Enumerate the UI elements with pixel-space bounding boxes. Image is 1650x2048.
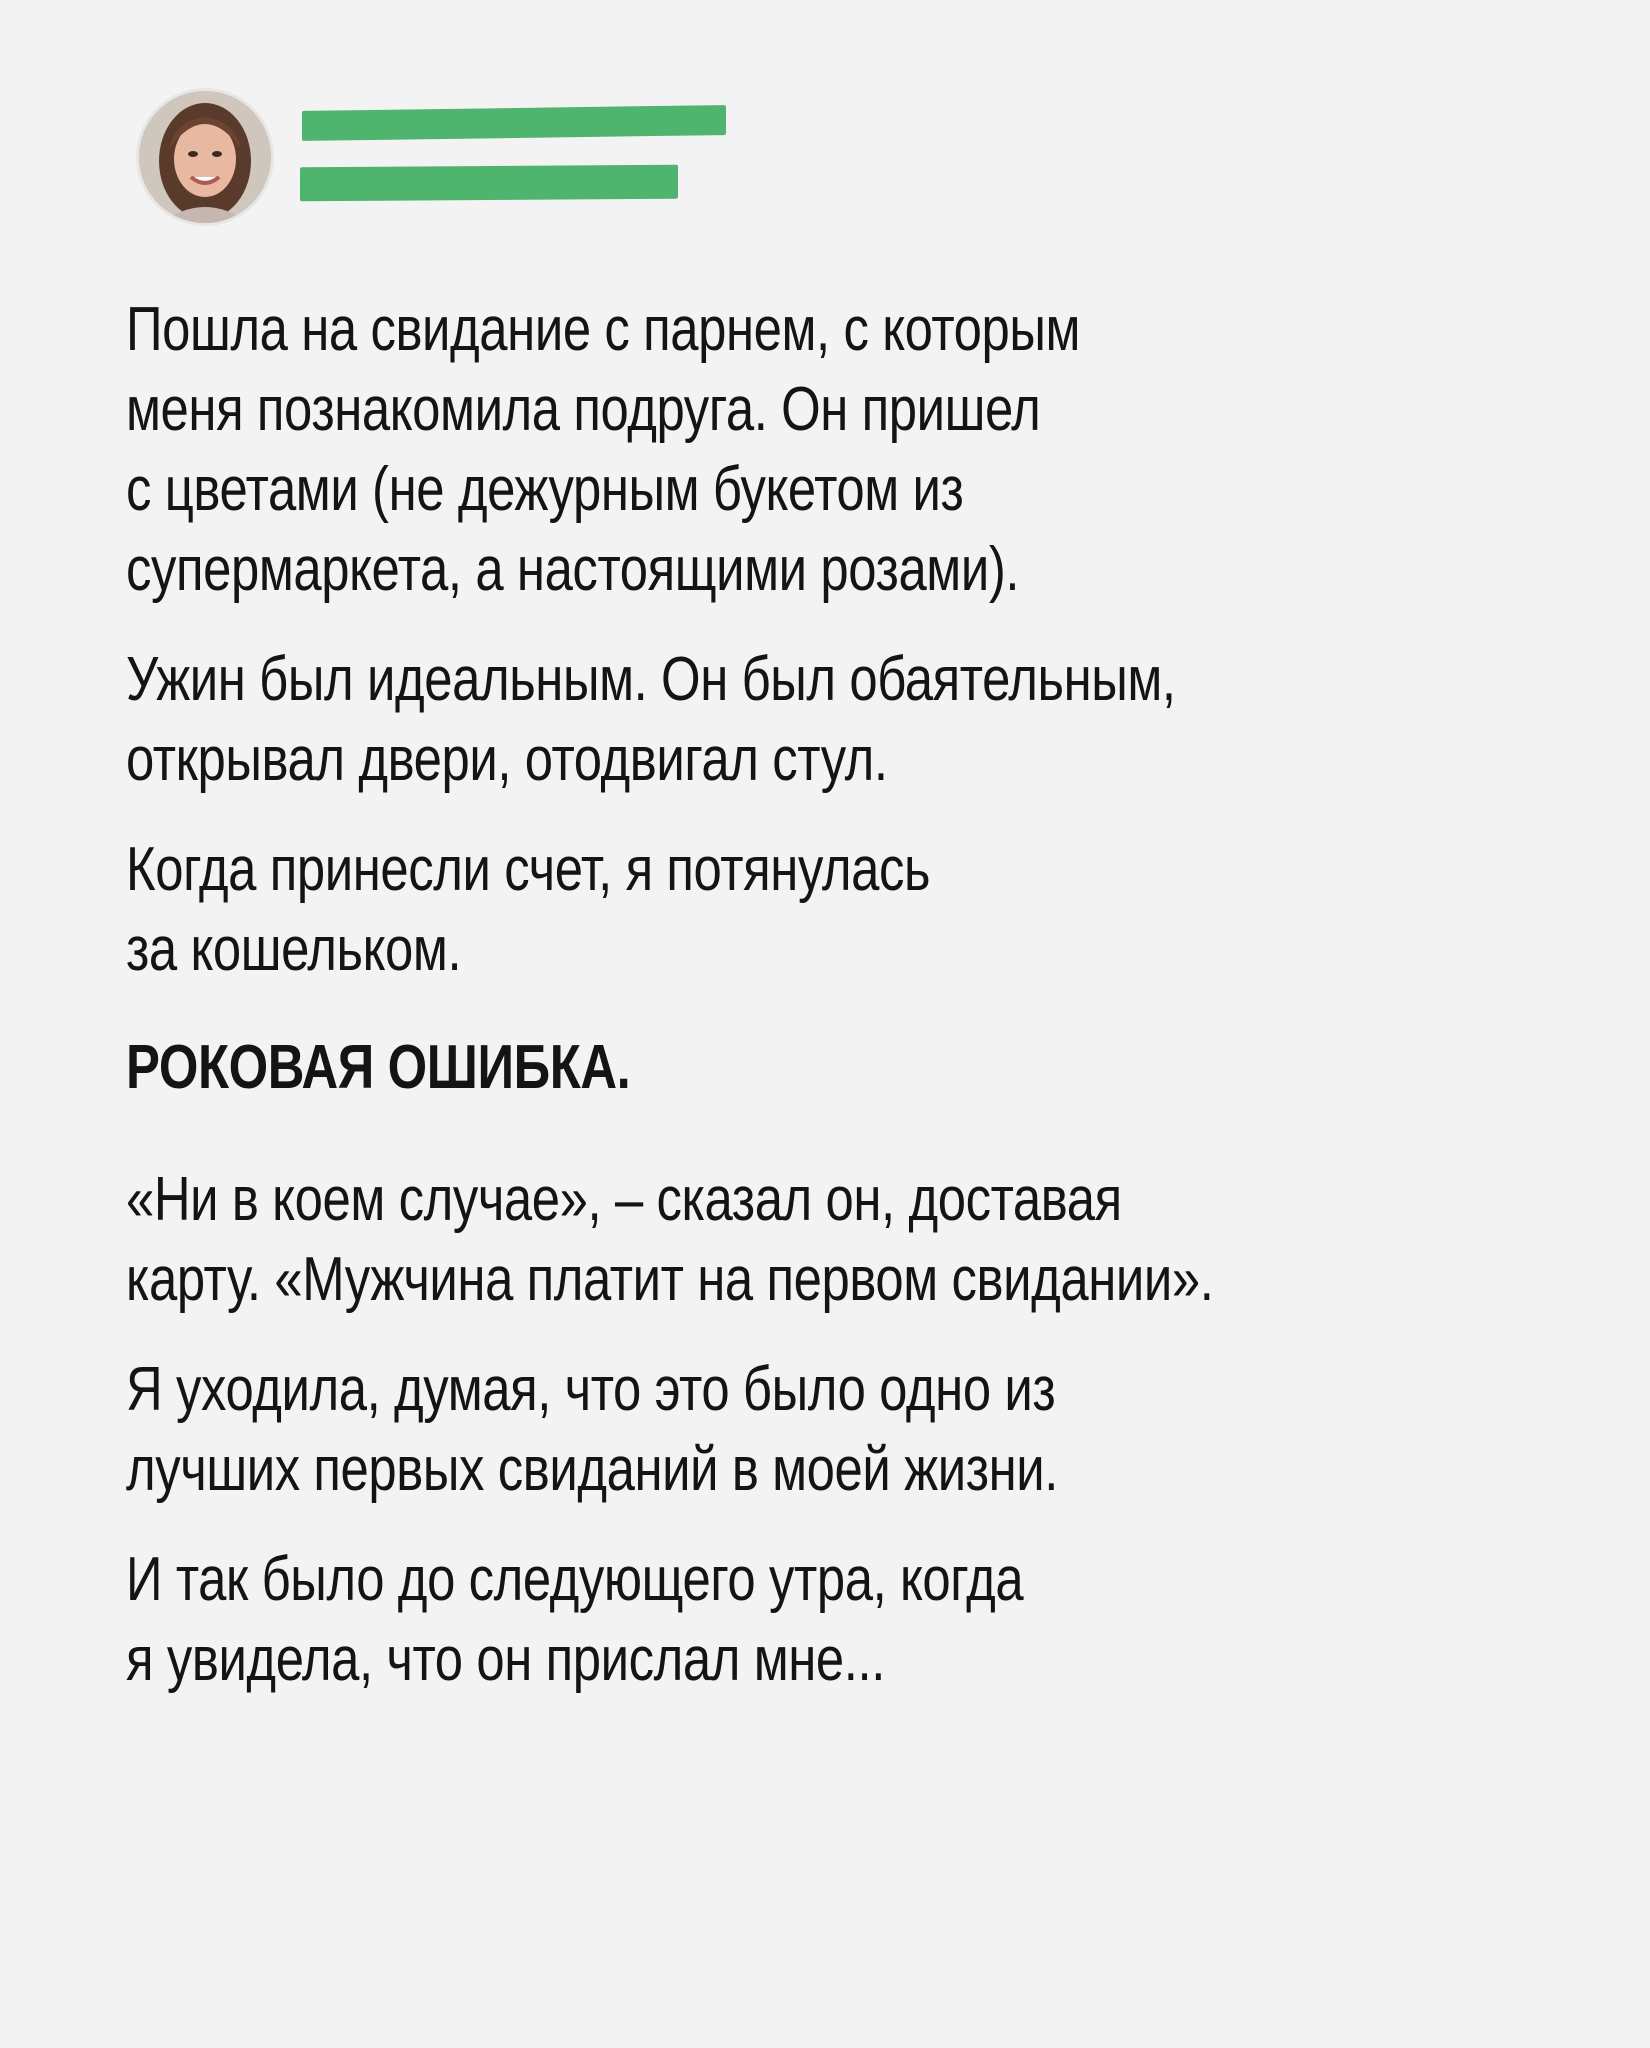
- post-body: [126, 290, 1323, 1730]
- paragraph-3: [126, 830, 1323, 990]
- text-line: РОКОВАЯ ОШИБКА.: [126, 1033, 631, 1102]
- text-line: И так было до следующего утра, когда: [126, 1545, 1024, 1614]
- paragraph-6: [126, 1350, 1323, 1510]
- text-line: я увидела, что он прислал мне...: [126, 1625, 885, 1694]
- redacted-username-bar: [302, 105, 726, 141]
- paragraph-2: [126, 640, 1323, 800]
- text-line: за кошельком.: [126, 915, 462, 984]
- text-line: «Ни в коем случае», – сказал он, доставая: [126, 1165, 1122, 1234]
- text-line: супермаркета, а настоящими розами).: [126, 535, 1020, 604]
- text-line: Пошла на свидание с парнем, с которым: [126, 295, 1081, 364]
- user-avatar-photo-icon: [139, 91, 271, 223]
- paragraph-7: [126, 1540, 1323, 1700]
- text-line: лучших первых свиданий в моей жизни.: [126, 1435, 1058, 1504]
- paragraph-5: [126, 1160, 1323, 1320]
- redacted-handle-bar: [300, 165, 678, 202]
- text-line: открывал двери, отодвигал стул.: [126, 725, 888, 794]
- text-line: меня познакомила подруга. Он пришел: [126, 375, 1041, 444]
- paragraph-emphasis: [126, 1028, 1323, 1108]
- text-line: с цветами (не дежурным букетом из: [126, 455, 964, 524]
- text-line: карту. «Мужчина платит на первом свидании».: [126, 1245, 1214, 1314]
- text-line: Я уходила, думая, что это было одно из: [126, 1355, 1056, 1424]
- text-line: Когда принесли счет, я потянулась: [126, 835, 931, 904]
- paragraph-1: [126, 290, 1323, 610]
- text-line: Ужин был идеальным. Он был обаятельным,: [126, 645, 1176, 714]
- post-header: [136, 88, 836, 228]
- avatar[interactable]: [136, 88, 274, 226]
